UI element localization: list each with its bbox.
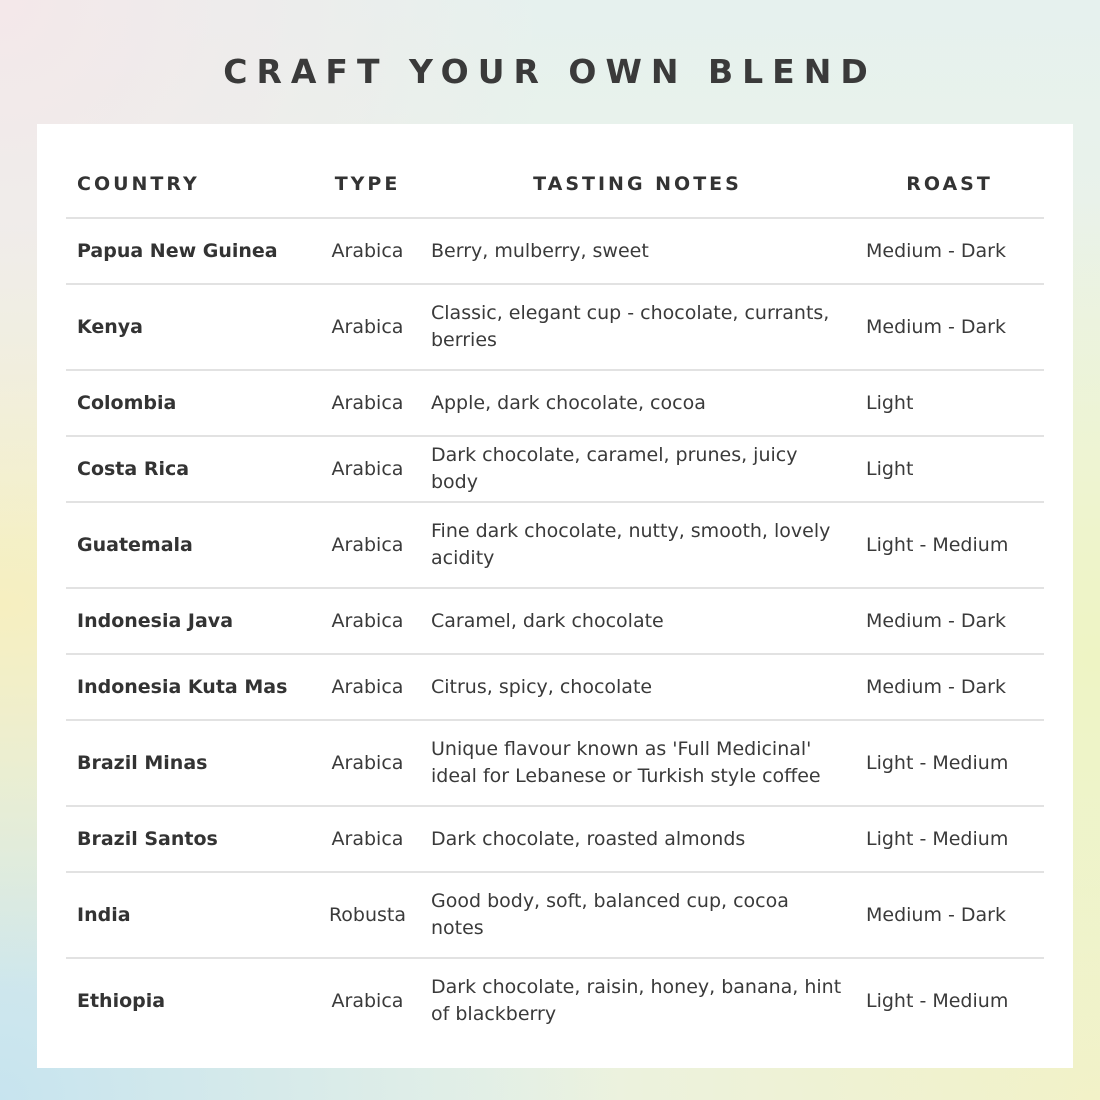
type-cell: Arabica bbox=[315, 806, 420, 872]
roast-cell: Light bbox=[855, 370, 1044, 436]
table-row bbox=[66, 284, 1044, 370]
type-cell: Arabica bbox=[315, 370, 420, 436]
tasting-notes-cell: Fine dark chocolate, nutty, smooth, lovely acidity bbox=[420, 502, 855, 588]
table-row bbox=[66, 720, 1044, 806]
type-cell: Arabica bbox=[315, 436, 420, 502]
roast-cell: Light - Medium bbox=[866, 989, 1009, 1012]
table-row bbox=[66, 806, 1044, 872]
header-country: COUNTRY bbox=[66, 150, 315, 218]
country-cell: Costa Rica bbox=[66, 436, 315, 502]
country-cell: Ethiopia bbox=[77, 989, 166, 1012]
table-row bbox=[66, 218, 1044, 284]
roast-cell: Medium - Dark bbox=[855, 284, 1044, 370]
table-row bbox=[66, 436, 1044, 502]
blend-table-card bbox=[37, 124, 1073, 1068]
table-row bbox=[66, 502, 1044, 588]
tasting-notes-cell: Good body, soft, balanced cup, cocoa notes bbox=[420, 872, 855, 958]
table-row bbox=[66, 872, 1044, 958]
type-cell: Arabica bbox=[315, 720, 420, 806]
roast-cell: Medium - Dark bbox=[855, 654, 1044, 720]
type-cell: Arabica bbox=[315, 218, 420, 284]
tasting-notes-cell: Dark chocolate, roasted almonds bbox=[420, 806, 855, 872]
type-cell: Arabica bbox=[331, 989, 404, 1012]
tasting-notes-cell: Apple, dark chocolate, cocoa bbox=[420, 370, 855, 436]
type-cell: Arabica bbox=[315, 284, 420, 370]
country-cell: Guatemala bbox=[66, 502, 315, 588]
country-cell: Kenya bbox=[66, 284, 315, 370]
roast-cell: Light bbox=[855, 436, 1044, 502]
tasting-notes-cell: Citrus, spicy, chocolate bbox=[420, 654, 855, 720]
country-cell: India bbox=[66, 872, 315, 958]
table-row bbox=[66, 958, 1044, 1043]
coffee-table bbox=[66, 150, 1044, 1043]
roast-cell: Medium - Dark bbox=[855, 872, 1044, 958]
type-cell: Arabica bbox=[315, 654, 420, 720]
tasting-notes-cell: Berry, mulberry, sweet bbox=[420, 218, 855, 284]
country-cell: Indonesia Kuta Mas bbox=[66, 654, 315, 720]
tasting-notes-cell: Dark chocolate, caramel, prunes, juicy body bbox=[420, 436, 855, 502]
tasting-notes-cell: Unique flavour known as 'Full Medicinal' ideal for Lebanese or Turkish style coffee bbox=[420, 720, 855, 806]
country-cell: Indonesia Java bbox=[66, 588, 315, 654]
table-row bbox=[66, 654, 1044, 720]
tasting-notes-cell: Caramel, dark chocolate bbox=[420, 588, 855, 654]
country-cell: Colombia bbox=[66, 370, 315, 436]
table-row bbox=[66, 370, 1044, 436]
header-roast: ROAST bbox=[855, 150, 1044, 218]
roast-cell: Light - Medium bbox=[855, 720, 1044, 806]
tasting-notes-cell: Classic, elegant cup - chocolate, currants, berries bbox=[420, 284, 855, 370]
country-cell: Brazil Santos bbox=[66, 806, 315, 872]
roast-cell: Light - Medium bbox=[855, 502, 1044, 588]
roast-cell: Light - Medium bbox=[855, 806, 1044, 872]
tasting-notes-cell: Dark chocolate, raisin, honey, banana, hint of blackberry bbox=[431, 976, 842, 1025]
type-cell: Arabica bbox=[315, 588, 420, 654]
header-type: TYPE bbox=[315, 150, 420, 218]
header-tasting-notes: TASTING NOTES bbox=[420, 150, 855, 218]
type-cell: Robusta bbox=[315, 872, 420, 958]
type-cell: Arabica bbox=[315, 502, 420, 588]
table-row bbox=[66, 588, 1044, 654]
page-title: CRAFT YOUR OWN BLEND bbox=[223, 52, 877, 91]
country-cell: Brazil Minas bbox=[66, 720, 315, 806]
roast-cell: Medium - Dark bbox=[855, 588, 1044, 654]
roast-cell: Medium - Dark bbox=[855, 218, 1044, 284]
table-header-row bbox=[66, 150, 1044, 218]
country-cell: Papua New Guinea bbox=[66, 218, 315, 284]
